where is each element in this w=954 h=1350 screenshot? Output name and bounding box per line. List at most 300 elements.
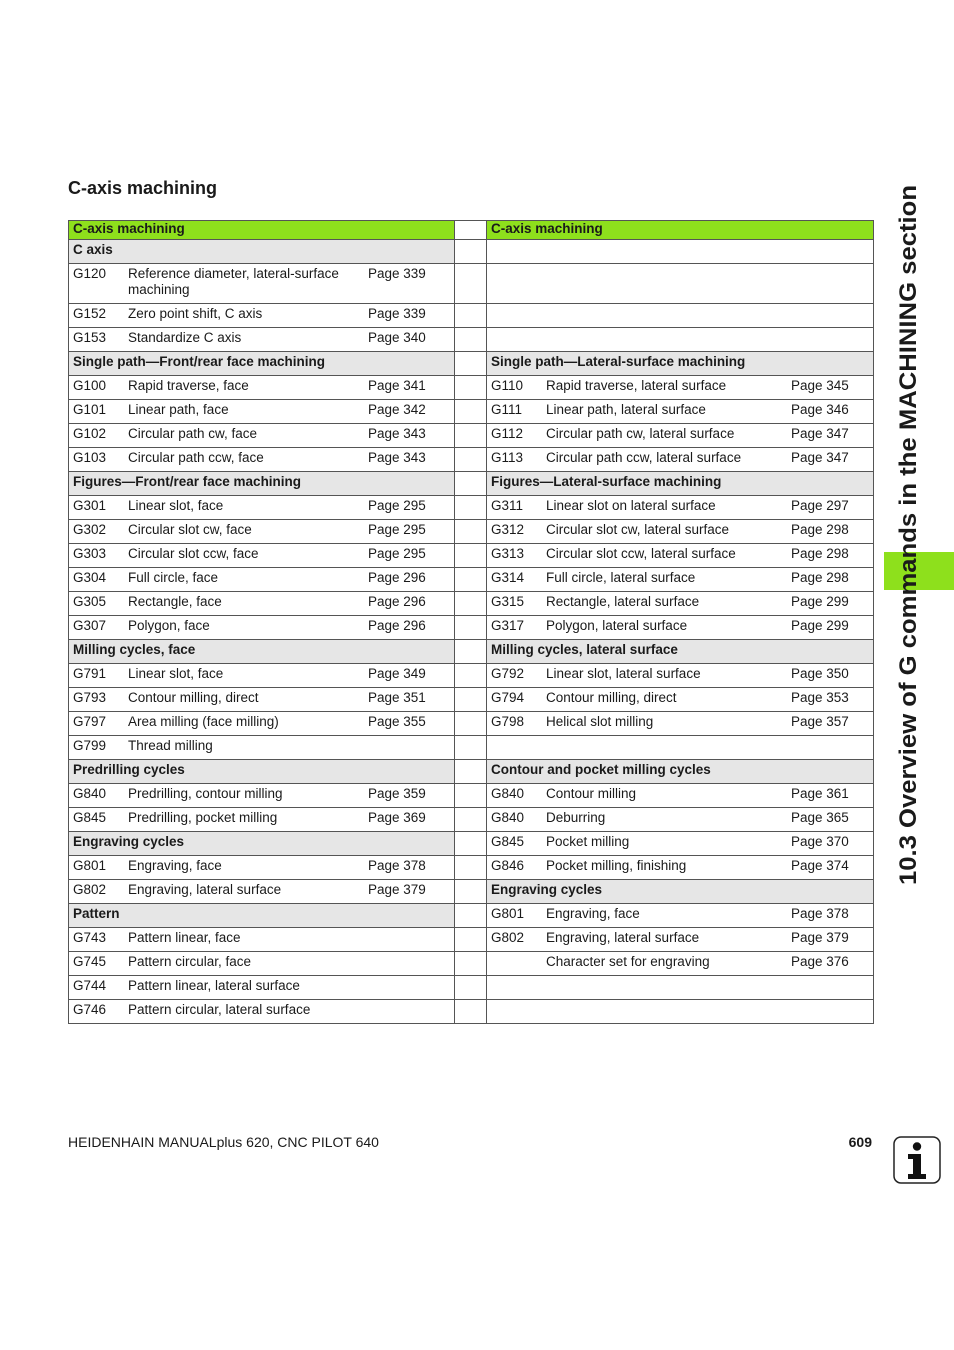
g-code: G103	[73, 450, 107, 465]
command-description: Circular path ccw, lateral surface	[546, 450, 742, 465]
table-row	[69, 904, 874, 928]
table-row	[69, 520, 874, 544]
command-description: Engraving, face	[546, 906, 640, 921]
page-reference: Page 295	[368, 546, 426, 561]
page-reference	[368, 738, 450, 754]
section-heading-cell: Figures—Lateral-surface machining	[487, 472, 874, 496]
column-gap	[455, 808, 487, 832]
table-row	[69, 568, 874, 592]
column-gap	[455, 928, 487, 952]
column-gap	[455, 616, 487, 640]
g-code: G305	[73, 594, 107, 609]
command-description: Contour milling, direct	[128, 690, 259, 705]
g-code: G311	[491, 498, 524, 513]
command-cell	[487, 664, 874, 688]
command-description: Helical slot milling	[546, 714, 654, 729]
command-description: Full circle, face	[128, 570, 219, 585]
command-cell	[487, 976, 874, 1000]
command-description: Rectangle, lateral surface	[546, 594, 700, 609]
g-code: G802	[73, 882, 107, 897]
table-row	[69, 640, 874, 664]
chapter-side-title	[883, 183, 939, 888]
command-entry	[491, 522, 869, 538]
g-command-table	[68, 220, 874, 1024]
command-entry	[73, 306, 450, 322]
command-cell	[487, 952, 874, 976]
page-reference: Page 340	[368, 330, 426, 345]
command-cell	[487, 928, 874, 952]
command-description: Contour milling, direct	[546, 690, 677, 705]
command-description: Pattern circular, face	[128, 954, 252, 969]
command-entry	[491, 618, 869, 634]
table-row	[69, 592, 874, 616]
table-row	[69, 760, 874, 784]
section-heading-cell: Engraving cycles	[69, 832, 455, 856]
column-gap	[455, 400, 487, 424]
column-gap	[455, 1000, 487, 1024]
command-description: Engraving, lateral surface	[128, 882, 282, 897]
page-reference	[368, 930, 450, 946]
column-gap	[455, 544, 487, 568]
command-cell	[69, 496, 455, 520]
g-code: G120	[73, 266, 107, 281]
column-gap	[455, 304, 487, 328]
command-cell	[487, 424, 874, 448]
command-description: Character set for engraving	[546, 954, 710, 969]
command-description: Circular path ccw, face	[128, 450, 264, 465]
table-row	[69, 952, 874, 976]
command-cell	[487, 400, 874, 424]
command-cell	[69, 952, 455, 976]
page-reference: Page 296	[368, 594, 426, 609]
command-description: Predrilling, contour milling	[128, 786, 283, 801]
table-row	[69, 688, 874, 712]
page-reference: Page 376	[791, 954, 849, 969]
table-row	[69, 424, 874, 448]
page-reference: Page 347	[791, 450, 849, 465]
g-code: G301	[73, 498, 107, 513]
command-description: Pocket milling	[546, 834, 630, 849]
column-gap	[455, 952, 487, 976]
command-cell	[69, 976, 455, 1000]
command-cell	[69, 664, 455, 688]
command-entry	[73, 954, 450, 970]
page-reference: Page 298	[791, 546, 849, 561]
page-reference: Page 299	[791, 594, 849, 609]
command-cell	[487, 520, 874, 544]
command-cell	[487, 304, 874, 328]
command-description: Reference diameter, lateral-surface machining	[128, 266, 339, 297]
command-entry	[73, 546, 450, 562]
g-code: G840	[491, 810, 525, 825]
column-gap	[455, 264, 487, 304]
command-description: Circular slot cw, lateral surface	[546, 522, 730, 537]
command-description: Contour milling	[546, 786, 637, 801]
section-heading-cell: Engraving cycles	[487, 880, 874, 904]
command-cell	[69, 520, 455, 544]
command-description: Pattern linear, lateral surface	[128, 978, 300, 993]
command-cell	[69, 928, 455, 952]
table-row	[69, 664, 874, 688]
command-cell	[487, 688, 874, 712]
g-code: G152	[73, 306, 107, 321]
g-code	[491, 954, 546, 970]
g-code: G791	[73, 666, 107, 681]
command-cell	[69, 784, 455, 808]
page-reference: Page 346	[791, 402, 849, 417]
command-cell	[487, 736, 874, 760]
page-reference	[368, 1002, 450, 1018]
column-gap	[455, 592, 487, 616]
g-code: G315	[491, 594, 525, 609]
g-code: G153	[73, 330, 107, 345]
command-cell	[69, 400, 455, 424]
g-code: G303	[73, 546, 107, 561]
command-cell	[69, 880, 455, 904]
page-reference: Page 370	[791, 834, 849, 849]
column-gap	[455, 496, 487, 520]
command-entry	[73, 1002, 450, 1018]
command-entry	[73, 330, 450, 346]
command-entry	[73, 666, 450, 682]
g-code: G846	[491, 858, 525, 873]
page-reference: Page 343	[368, 450, 426, 465]
g-code: G111	[491, 402, 523, 417]
table-row	[69, 544, 874, 568]
g-code: G317	[491, 618, 525, 633]
section-heading-cell: Contour and pocket milling cycles	[487, 760, 874, 784]
column-gap	[455, 640, 487, 664]
g-code: G314	[491, 570, 525, 585]
table-row	[69, 1000, 874, 1024]
command-entry	[491, 666, 869, 682]
command-description: Linear path, lateral surface	[546, 402, 706, 417]
table-row	[69, 448, 874, 472]
command-description: Circular path cw, lateral surface	[546, 426, 735, 441]
command-description: Linear slot on lateral surface	[546, 498, 716, 513]
table-row	[69, 496, 874, 520]
command-entry	[491, 570, 869, 586]
command-cell	[69, 688, 455, 712]
g-code: G799	[73, 738, 107, 753]
command-cell	[487, 376, 874, 400]
command-entry	[491, 810, 869, 826]
section-heading-cell: Pattern	[69, 904, 455, 928]
g-code: G745	[73, 954, 107, 969]
page-reference: Page 357	[791, 714, 849, 729]
command-entry	[73, 402, 450, 418]
section-heading-cell: Milling cycles, face	[69, 640, 455, 664]
table-row	[69, 856, 874, 880]
command-cell	[69, 328, 455, 352]
page-reference	[368, 978, 450, 994]
command-cell	[487, 568, 874, 592]
command-entry	[73, 618, 450, 634]
command-description: Circular slot cw, face	[128, 522, 252, 537]
command-description: Polygon, face	[128, 618, 210, 633]
command-entry	[73, 378, 450, 394]
table-row	[69, 784, 874, 808]
command-description: Circular slot ccw, face	[128, 546, 259, 561]
command-description: Pattern linear, face	[128, 930, 241, 945]
g-code: G304	[73, 570, 107, 585]
command-cell	[69, 856, 455, 880]
g-code: G802	[491, 930, 525, 945]
table-row	[69, 352, 874, 376]
page-reference: Page 349	[368, 666, 426, 681]
table-row	[69, 376, 874, 400]
table-row	[69, 712, 874, 736]
page-reference: Page 355	[368, 714, 426, 729]
page-reference: Page 378	[368, 858, 426, 873]
command-description: Standardize C axis	[128, 330, 242, 345]
command-entry	[73, 858, 450, 874]
g-code: G794	[491, 690, 525, 705]
command-description: Rapid traverse, face	[128, 378, 249, 393]
section-heading-cell: Single path—Front/rear face machining	[69, 352, 455, 376]
command-entry	[491, 594, 869, 610]
command-cell	[487, 712, 874, 736]
column-gap	[455, 736, 487, 760]
command-cell	[69, 1000, 455, 1024]
page-reference: Page 341	[368, 378, 426, 393]
table-row	[69, 328, 874, 352]
column-gap	[455, 424, 487, 448]
command-entry	[491, 402, 869, 418]
g-code: G743	[73, 930, 107, 945]
column-gap	[455, 904, 487, 928]
g-code: G746	[73, 1002, 107, 1017]
command-cell	[69, 264, 455, 304]
command-entry	[491, 546, 869, 562]
command-cell	[69, 424, 455, 448]
page-reference	[368, 954, 450, 970]
table-row	[69, 736, 874, 760]
g-code: G797	[73, 714, 107, 729]
command-description: Polygon, lateral surface	[546, 618, 688, 633]
page-reference: Page 353	[791, 690, 849, 705]
page-reference: Page 342	[368, 402, 426, 417]
table-row	[69, 264, 874, 304]
page-reference: Page 359	[368, 786, 426, 801]
page-reference: Page 369	[368, 810, 426, 825]
command-cell	[487, 496, 874, 520]
command-entry	[73, 594, 450, 610]
column-gap	[455, 328, 487, 352]
column-gap	[455, 376, 487, 400]
command-entry	[73, 978, 450, 994]
command-entry	[73, 786, 450, 802]
column-gap	[455, 688, 487, 712]
command-entry	[491, 786, 869, 802]
g-code: G840	[491, 786, 525, 801]
command-description: Deburring	[546, 810, 606, 825]
page-reference: Page 339	[368, 266, 426, 281]
command-entry	[491, 930, 869, 946]
g-code: G313	[491, 546, 525, 561]
command-cell	[69, 712, 455, 736]
command-cell	[487, 592, 874, 616]
command-cell	[69, 808, 455, 832]
command-cell	[487, 264, 874, 304]
command-description: Pocket milling, finishing	[546, 858, 687, 873]
page-reference: Page 345	[791, 378, 849, 393]
column-gap	[455, 352, 487, 376]
column-gap	[455, 664, 487, 688]
page-reference: Page 351	[368, 690, 426, 705]
page-reference: Page 361	[791, 786, 849, 801]
command-description: Rectangle, face	[128, 594, 222, 609]
table-row	[69, 832, 874, 856]
section-heading-cell: Figures—Front/rear face machining	[69, 472, 455, 496]
g-code: G801	[491, 906, 525, 921]
column-gap	[455, 448, 487, 472]
command-entry	[491, 954, 869, 970]
command-description: Predrilling, pocket milling	[128, 810, 278, 825]
g-code: G312	[491, 522, 525, 537]
table-row	[69, 976, 874, 1000]
g-code: G113	[491, 450, 524, 465]
command-entry	[73, 882, 450, 898]
page-reference: Page 295	[368, 522, 426, 537]
command-cell	[487, 448, 874, 472]
page-reference: Page 378	[791, 906, 849, 921]
g-code: G801	[73, 858, 107, 873]
page-reference: Page 343	[368, 426, 426, 441]
table-row	[69, 240, 874, 264]
command-cell	[487, 328, 874, 352]
command-description: Circular path cw, face	[128, 426, 258, 441]
command-cell	[69, 544, 455, 568]
command-cell	[69, 592, 455, 616]
command-entry	[491, 426, 869, 442]
command-entry	[73, 738, 450, 754]
g-code: G798	[491, 714, 525, 729]
g-code: G744	[73, 978, 107, 993]
command-cell	[69, 448, 455, 472]
table-row	[69, 616, 874, 640]
command-entry	[73, 522, 450, 538]
column-gap	[455, 568, 487, 592]
command-entry	[73, 498, 450, 514]
section-title: C-axis machining	[68, 178, 218, 198]
command-entry	[73, 714, 450, 730]
command-entry	[73, 266, 450, 298]
command-cell	[487, 832, 874, 856]
section-heading-cell: Milling cycles, lateral surface	[487, 640, 874, 664]
command-description: Linear slot, lateral surface	[546, 666, 701, 681]
page-reference: Page 379	[368, 882, 426, 897]
page-reference: Page 296	[368, 618, 426, 633]
command-entry	[73, 810, 450, 826]
g-code: G100	[73, 378, 107, 393]
page-reference: Page 296	[368, 570, 426, 585]
command-description: Zero point shift, C axis	[128, 306, 263, 321]
info-icon	[893, 1136, 941, 1184]
page-reference: Page 379	[791, 930, 849, 945]
column-gap	[455, 520, 487, 544]
g-command-table-wrapper	[68, 220, 873, 1024]
page-reference: Page 298	[791, 522, 849, 537]
table-row	[69, 880, 874, 904]
command-description: Linear slot, face	[128, 666, 224, 681]
g-code: G793	[73, 690, 107, 705]
command-description: Circular slot ccw, lateral surface	[546, 546, 736, 561]
g-code: G101	[73, 402, 107, 417]
command-cell	[487, 784, 874, 808]
command-entry	[491, 690, 869, 706]
g-code: G792	[491, 666, 525, 681]
g-code: G302	[73, 522, 107, 537]
command-entry	[491, 378, 869, 394]
section-heading-cell	[487, 240, 874, 264]
command-entry	[73, 450, 450, 466]
command-entry	[491, 450, 869, 466]
command-entry	[491, 834, 869, 850]
command-description: Area milling (face milling)	[128, 714, 279, 729]
table-row	[69, 928, 874, 952]
page-reference: Page 350	[791, 666, 849, 681]
command-entry	[73, 930, 450, 946]
column-gap	[455, 712, 487, 736]
command-entry	[491, 714, 869, 730]
table-row	[69, 304, 874, 328]
command-entry	[73, 690, 450, 706]
g-code: G112	[491, 426, 524, 441]
page-reference: Page 339	[368, 306, 426, 321]
command-cell	[487, 616, 874, 640]
page-reference: Page 365	[791, 810, 849, 825]
command-entry	[73, 426, 450, 442]
g-code: G845	[491, 834, 525, 849]
page-reference: Page 298	[791, 570, 849, 585]
table-row	[69, 808, 874, 832]
command-entry	[491, 906, 869, 922]
command-cell	[487, 808, 874, 832]
command-cell	[69, 616, 455, 640]
column-gap	[455, 472, 487, 496]
footer-page-number: 609	[848, 1134, 872, 1150]
g-code: G110	[491, 378, 524, 393]
column-gap	[455, 784, 487, 808]
page-reference: Page 295	[368, 498, 426, 513]
command-description: Rapid traverse, lateral surface	[546, 378, 727, 393]
command-description: Engraving, face	[128, 858, 222, 873]
section-heading-cell: Predrilling cycles	[69, 760, 455, 784]
table-header-row	[69, 221, 874, 240]
section-heading-cell: Single path—Lateral-surface machining	[487, 352, 874, 376]
header-left: C-axis machining	[69, 221, 455, 240]
page-reference: Page 347	[791, 426, 849, 441]
command-cell	[69, 376, 455, 400]
command-cell	[487, 1000, 874, 1024]
g-code: G845	[73, 810, 107, 825]
table-row	[69, 472, 874, 496]
column-gap	[455, 221, 487, 240]
command-description: Engraving, lateral surface	[546, 930, 700, 945]
command-entry	[491, 858, 869, 874]
command-description: Linear slot, face	[128, 498, 224, 513]
command-cell	[69, 568, 455, 592]
g-code: G307	[73, 618, 107, 633]
column-gap	[455, 760, 487, 784]
command-cell	[69, 736, 455, 760]
page-reference: Page 374	[791, 858, 849, 873]
column-gap	[455, 976, 487, 1000]
command-description: Full circle, lateral surface	[546, 570, 696, 585]
column-gap	[455, 240, 487, 264]
command-cell	[487, 544, 874, 568]
